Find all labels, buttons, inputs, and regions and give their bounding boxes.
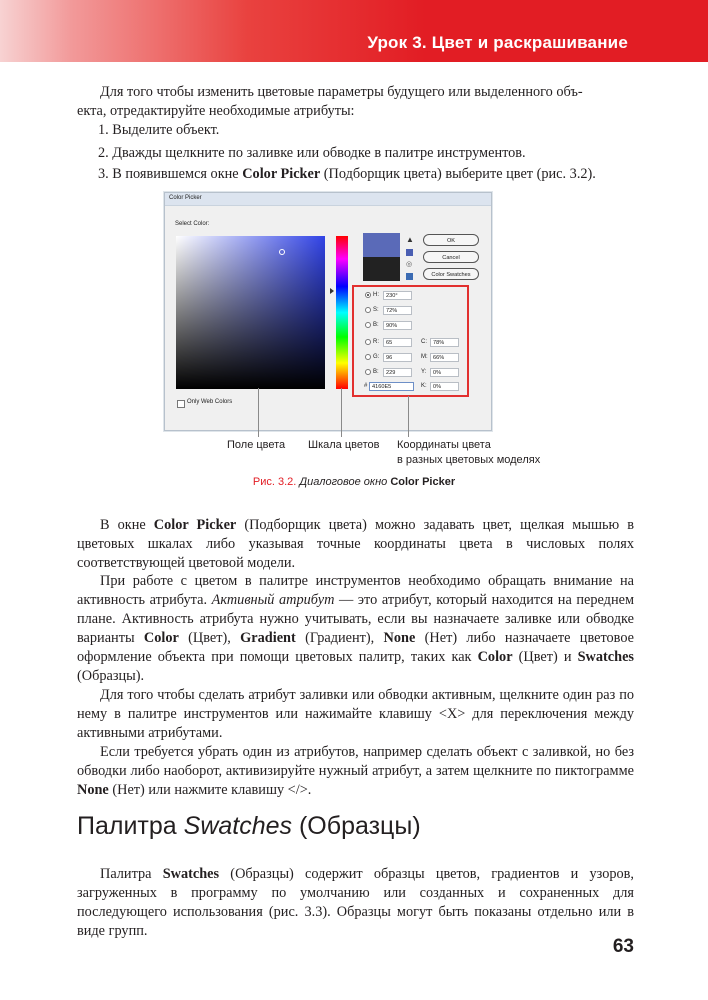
label-y: Y: xyxy=(421,369,427,375)
label-b-rgb: B: xyxy=(373,369,379,375)
intro-line-1: Для того чтобы изменить цветовые параметры будущего или выделенного объ- xyxy=(100,84,583,100)
web-safe-icon[interactable]: ◎ xyxy=(406,260,413,268)
select-color-label: Select Color: xyxy=(175,221,210,227)
dialog-titlebar xyxy=(165,193,491,206)
paragraph-remove-attribute: Если требуется убрать один из атрибутов, например сделать объект с заливкой, но без обводки либо наоборот, активизируйте нужный атрибут, а затем щелкните по пиктограмме None (Нет) или нажмите клавишу </>. xyxy=(77,744,634,798)
label-g: G: xyxy=(373,354,380,360)
field-y[interactable]: 0% xyxy=(430,368,459,377)
color-values-highlight xyxy=(352,285,469,397)
label-k: K: xyxy=(421,383,427,389)
field-g[interactable]: 96 xyxy=(383,353,412,362)
scale-callout-label: Шкала цветов xyxy=(308,439,380,451)
field-h[interactable]: 230° xyxy=(383,291,412,300)
only-web-label: Only Web Colors xyxy=(187,399,233,405)
scale-callout-line xyxy=(341,388,342,437)
step-3: 3. В появившемся окне Color Picker (Подборщик цвета) выберите цвет (рис. 3.2). xyxy=(98,166,596,182)
label-s: S: xyxy=(373,307,379,313)
color-picker-dialog xyxy=(164,192,492,431)
coords-callout-label-2: в разных цветовых моделях xyxy=(397,454,541,466)
field-m[interactable]: 66% xyxy=(430,353,459,362)
step-2: 2. Дважды щелкните по заливке или обводке в палитре инструментов. xyxy=(98,145,526,161)
new-color-swatch xyxy=(363,233,400,257)
step-1: 1. Выделите объект. xyxy=(98,122,220,138)
field-callout-label: Поле цвета xyxy=(227,439,286,451)
old-color-swatch xyxy=(363,257,400,281)
field-r[interactable]: 65 xyxy=(383,338,412,347)
figure-caption: Рис. 3.2. Диалоговое окно Color Picker xyxy=(252,476,456,488)
ok-button[interactable]: OK xyxy=(423,234,479,246)
hex-field[interactable]: 4160E5 xyxy=(369,382,414,391)
label-r: R: xyxy=(373,339,379,345)
label-m: M: xyxy=(421,354,428,360)
paragraph-swatches: Палитра Swatches (Образцы) содержит образцы цветов, градиентов и узоров, загруженных в программу по умолчанию или созданных и сохраненных для последующего использования (рис. 3.3). Образцы могут быть показаны отдельно или в виде групп. xyxy=(77,866,634,939)
paragraph-color-picker: В окне Color Picker (Подборщик цвета) можно задавать цвет, щелкая мышью в цветовых шкалах либо указывая точные координаты цвета в числовых полях соответствующей цветовой модели. xyxy=(77,517,634,571)
coords-callout-line xyxy=(408,396,409,437)
label-h: H: xyxy=(373,292,379,298)
intro-line-2: екта, отредактируйте необходимые атрибуты: xyxy=(77,103,355,119)
paragraph-toggle-attribute: Для того чтобы сделать атрибут заливки или обводки активным, щелкните один раз по нему в палитре инструментов или нажимайте клавишу <X> для переключения между активными атрибутами. xyxy=(77,687,634,741)
field-callout-line xyxy=(258,388,259,437)
field-k[interactable]: 0% xyxy=(430,382,459,391)
chapter-title: Урок 3. Цвет и раскрашивание xyxy=(367,33,628,52)
color-field-selector[interactable] xyxy=(279,249,285,255)
paragraph-active-attribute: При работе с цветом в палитре инструментов необходимо обращать внимание на активность атрибута. Активный атрибут — это атрибут, который находится на переднем плане. Активность атрибута нужно учитывать, если вы назначаете заливке или обводке варианты Color (Цвет), Gradient (Градиент), None (Нет) либо назначаете цветовое оформление объекта при помощи цветовых палитр, таких как Color (Цвет) и Swatches (Образцы). xyxy=(77,573,635,684)
field-b-rgb[interactable]: 229 xyxy=(383,368,412,377)
label-b-hsb: B: xyxy=(373,322,379,328)
web-safe-swatch[interactable] xyxy=(406,273,413,280)
dialog-title: Color Picker xyxy=(169,195,202,201)
hue-scale[interactable] xyxy=(336,236,348,389)
gamut-warning-icon[interactable]: ▲ xyxy=(406,235,414,244)
label-c: C: xyxy=(421,339,427,345)
field-c[interactable]: 78% xyxy=(430,338,459,347)
field-s[interactable]: 72% xyxy=(383,306,412,315)
only-web-checkbox[interactable] xyxy=(177,400,185,408)
page-number: 63 xyxy=(612,936,634,957)
color-swatches-button[interactable]: Color Swatches xyxy=(423,268,479,280)
color-field[interactable] xyxy=(176,236,325,389)
hue-slider-arrow[interactable] xyxy=(330,288,334,294)
gamut-swatch[interactable] xyxy=(406,249,413,256)
hex-label: # xyxy=(364,383,368,389)
cancel-button[interactable]: Cancel xyxy=(423,251,479,263)
section-heading: Палитра Swatches (Образцы) xyxy=(77,812,421,840)
field-b-hsb[interactable]: 90% xyxy=(383,321,412,330)
coords-callout-label-1: Координаты цвета xyxy=(397,439,491,451)
